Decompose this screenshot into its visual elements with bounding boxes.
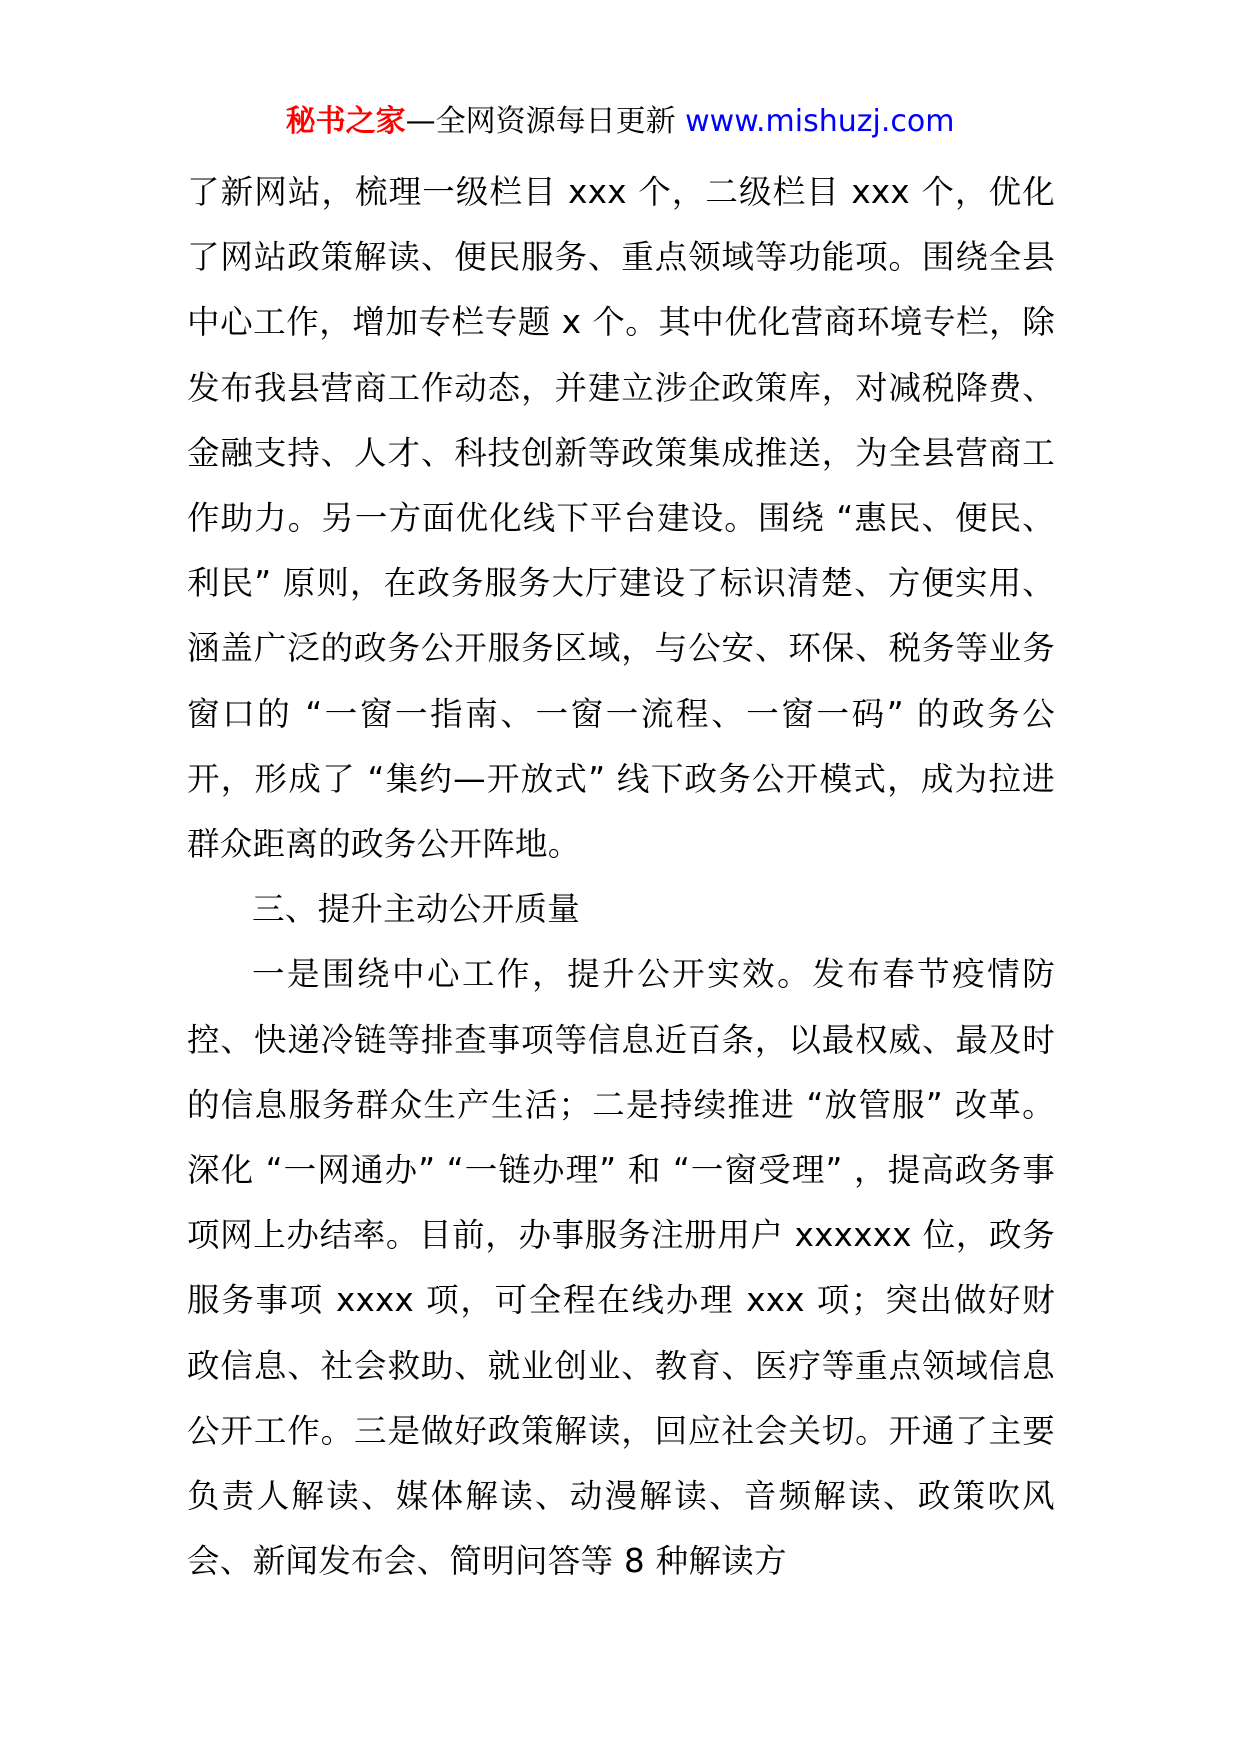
brand-name: 秘书之家 xyxy=(285,104,406,139)
document-body xyxy=(187,160,1055,1594)
site-slogan: —全网资源每日更新 xyxy=(405,104,676,139)
paragraph-section-three: 一是围绕中心工作，提升公开实效。发布春节疫情防控、快递冷链等排查事项等信息近百条，以最权威、最及时的信息服务群众生产生活；二是持续推进 “放管服” 改革。深化 “一网通办” “一链办理” 和 “一窗受理” ，提高政务事项网上办结率。目前，办事服务注册用户 xxxxxx 位，政务服务事项 xxxx 项，可全程在线办理 xxx 项；突出做好财政信息、社会救助、就业创业、教育、医疗等重点领域信息公开工作。三是做好政策解读，回应社会关切。开通了主要负责人解读、媒体解读、动漫解读、音频解读、政策吹风会、新闻发布会、简明问答等 8 种解读方 xyxy=(187,955,1055,1581)
paragraph-continuation: 了新网站，梳理一级栏目 xxx 个，二级栏目 xxx 个，优化了网站政策解读、便民服务、重点领域等功能项。围绕全县中心工作，增加专栏专题 x 个。其中优化营商环境专栏，除发布我县营商工作动态，并建立涉企政策库，对减税降费、金融支持、人才、科技创新等政策集成推送，为全县营商工作助力。另一方面优化线下平台建设。围绕 “惠民、便民、利民” 原则，在政务服务大厅建设了标识清楚、方便实用、涵盖广泛的政务公开服务区域，与公安、环保、税务等业务窗口的 “一窗一指南、一窗一流程、一窗一码” 的政务公开，形成了 “集约—开放式” 线下政务公开模式，成为拉进群众距离的政务公开阵地。 xyxy=(187,173,1055,864)
site-url: www.mishuzj.com xyxy=(685,104,955,139)
section-heading: 三、提升主动公开质量 xyxy=(252,890,581,929)
site-header xyxy=(0,100,1240,144)
